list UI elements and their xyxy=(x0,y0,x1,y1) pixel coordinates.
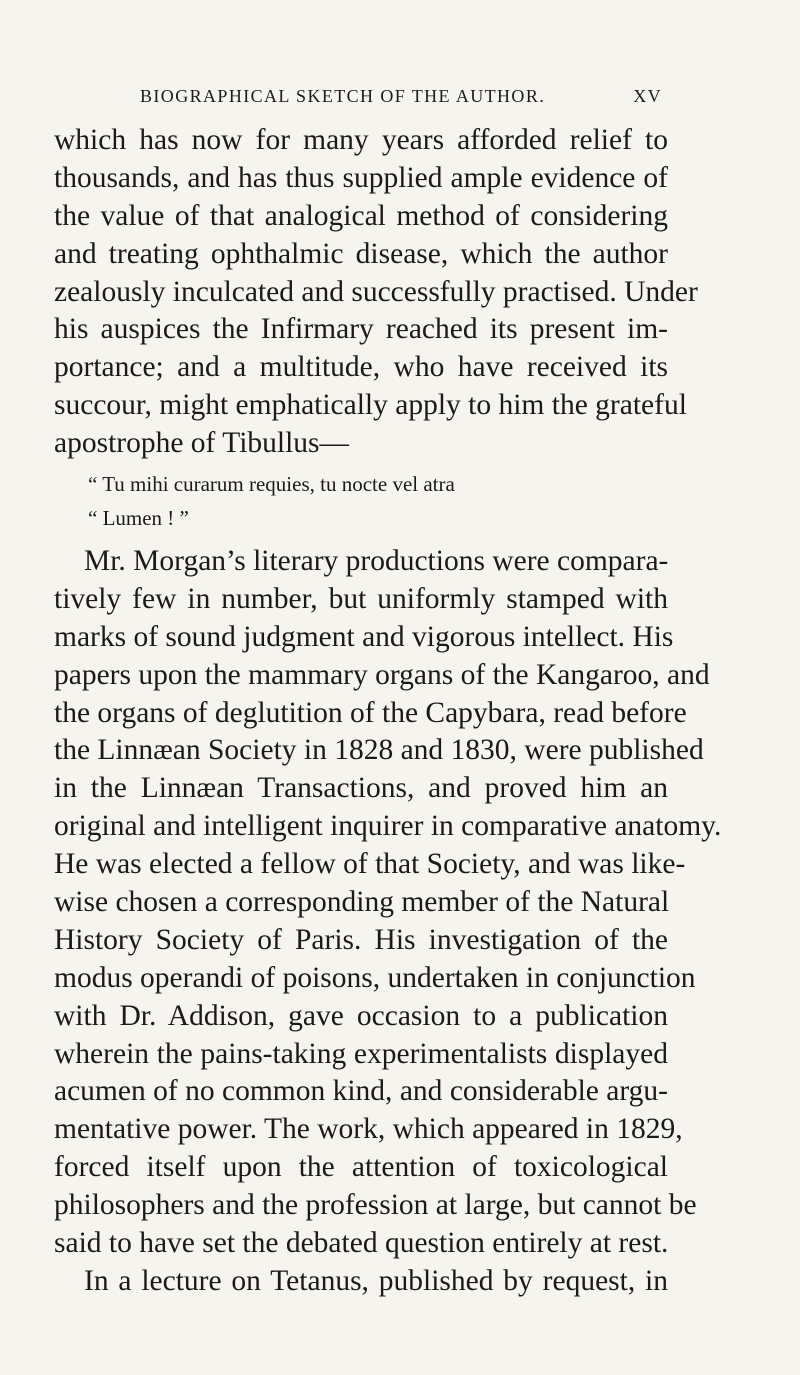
text-line: History Society of Paris. His investigation of the xyxy=(54,923,668,956)
page-number: XV xyxy=(633,86,662,106)
text-line: in the Linnæan Transactions, and proved him an xyxy=(54,772,668,805)
text-line: forced itself upon the attention of toxicological xyxy=(54,1151,668,1184)
text-line: wherein the pains-taking experimentalists displayed xyxy=(54,1037,668,1070)
text-line: Mr. Morgan’s literary productions were compara- xyxy=(84,545,669,578)
text-line: succour, might emphatically apply to him the grateful xyxy=(54,389,687,422)
text-line: tively few in number, but uniformly stamped with xyxy=(54,582,668,615)
running-head xyxy=(140,86,662,112)
text-line: said to have set the debated question entirely at rest. xyxy=(54,1227,669,1260)
text-line: the organs of deglutition of the Capybara, read before xyxy=(54,696,687,729)
body-text xyxy=(54,122,722,1301)
text-line: acumen of no common kind, and considerable argu- xyxy=(54,1075,668,1108)
text-line: the value of that analogical method of considering xyxy=(54,199,668,232)
text-line: papers upon the mammary organs of the Kangaroo, and xyxy=(54,658,710,691)
text-line: which has now for many years afforded relief to xyxy=(54,124,668,156)
text-line: modus operandi of poisons, undertaken in conjunction xyxy=(54,961,696,994)
quotation-line: “ Tu mihi curarum requies, tu nocte vel atra xyxy=(88,472,455,497)
paragraph-2 xyxy=(54,543,722,1263)
text-line: He was elected a fellow of that Society, and was like- xyxy=(54,848,686,881)
quotation-line: “ Lumen ! ” xyxy=(88,506,189,531)
text-line: original and intelligent inquirer in comparative anatomy. xyxy=(54,810,722,843)
text-line: portance; and a multitude, who have received its xyxy=(54,351,668,384)
text-line: with Dr. Addison, gave occasion to a publication xyxy=(54,999,668,1032)
running-head-title: BIOGRAPHICAL SKETCH OF THE AUTHOR. xyxy=(140,86,546,106)
text-line: wise chosen a corresponding member of the Natural xyxy=(54,886,670,919)
text-line: marks of sound judgment and vigorous intellect. His xyxy=(54,620,674,653)
paragraph-1 xyxy=(54,122,698,463)
text-line: In a lecture on Tetanus, published by request, in xyxy=(84,1264,668,1297)
text-line: philosophers and the profession at large, but cannot be xyxy=(54,1189,697,1222)
text-line: apostrophe of Tibullus— xyxy=(54,427,350,460)
text-line: mentative power. The work, which appeared in 1829, xyxy=(54,1113,683,1146)
tibullus-quotation xyxy=(54,467,668,535)
paragraph-3 xyxy=(54,1263,668,1301)
text-line: the Linnæan Society in 1828 and 1830, were published xyxy=(54,734,704,767)
text-line: zealously inculcated and successfully practised. Under xyxy=(54,275,698,308)
text-line: his auspices the Infirmary reached its present im- xyxy=(54,313,668,346)
text-line: and treating ophthalmic disease, which the author xyxy=(54,237,668,270)
text-line: thousands, and has thus supplied ample evidence of xyxy=(54,161,668,194)
